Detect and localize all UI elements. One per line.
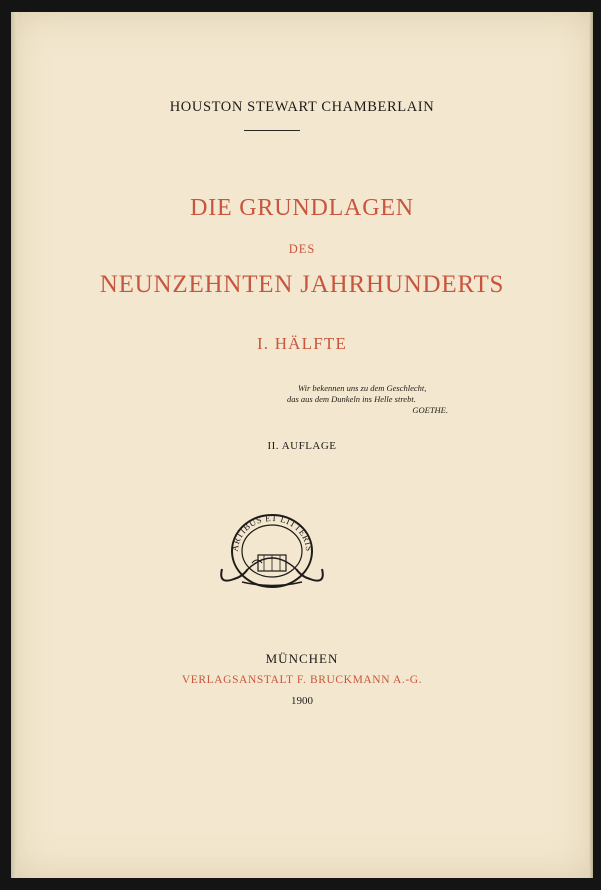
emblem-text: ARTIBUS ET LITTERIS [229, 512, 315, 552]
author-name: HOUSTON STEWART CHAMBERLAIN [169, 99, 435, 115]
epigraph-line-2: das aus dem Dunkeln ins Helle strebt. [287, 394, 416, 404]
publisher-emblem [212, 507, 332, 592]
volume-label: I. HÄLFTE [256, 334, 348, 353]
epigraph [287, 383, 448, 416]
edition-label: II. AUFLAGE [267, 440, 337, 452]
title-line-1: DIE GRUNDLAGEN [190, 195, 414, 221]
divider-rule [244, 130, 300, 131]
imprint-publisher: VERLAGSANSTALT F. BRUCKMANN A.-G. [181, 674, 423, 686]
imprint-city: MÜNCHEN [265, 651, 339, 666]
epigraph-line-1: Wir bekennen uns zu dem Geschlecht, [298, 383, 427, 393]
title-line-2: DES [288, 242, 316, 256]
epigraph-attribution: GOETHE. [412, 405, 448, 415]
imprint-year: 1900 [291, 695, 313, 707]
title-page [11, 12, 593, 878]
title-line-3: NEUNZEHNTEN JAHRHUNDERTS [99, 271, 505, 298]
